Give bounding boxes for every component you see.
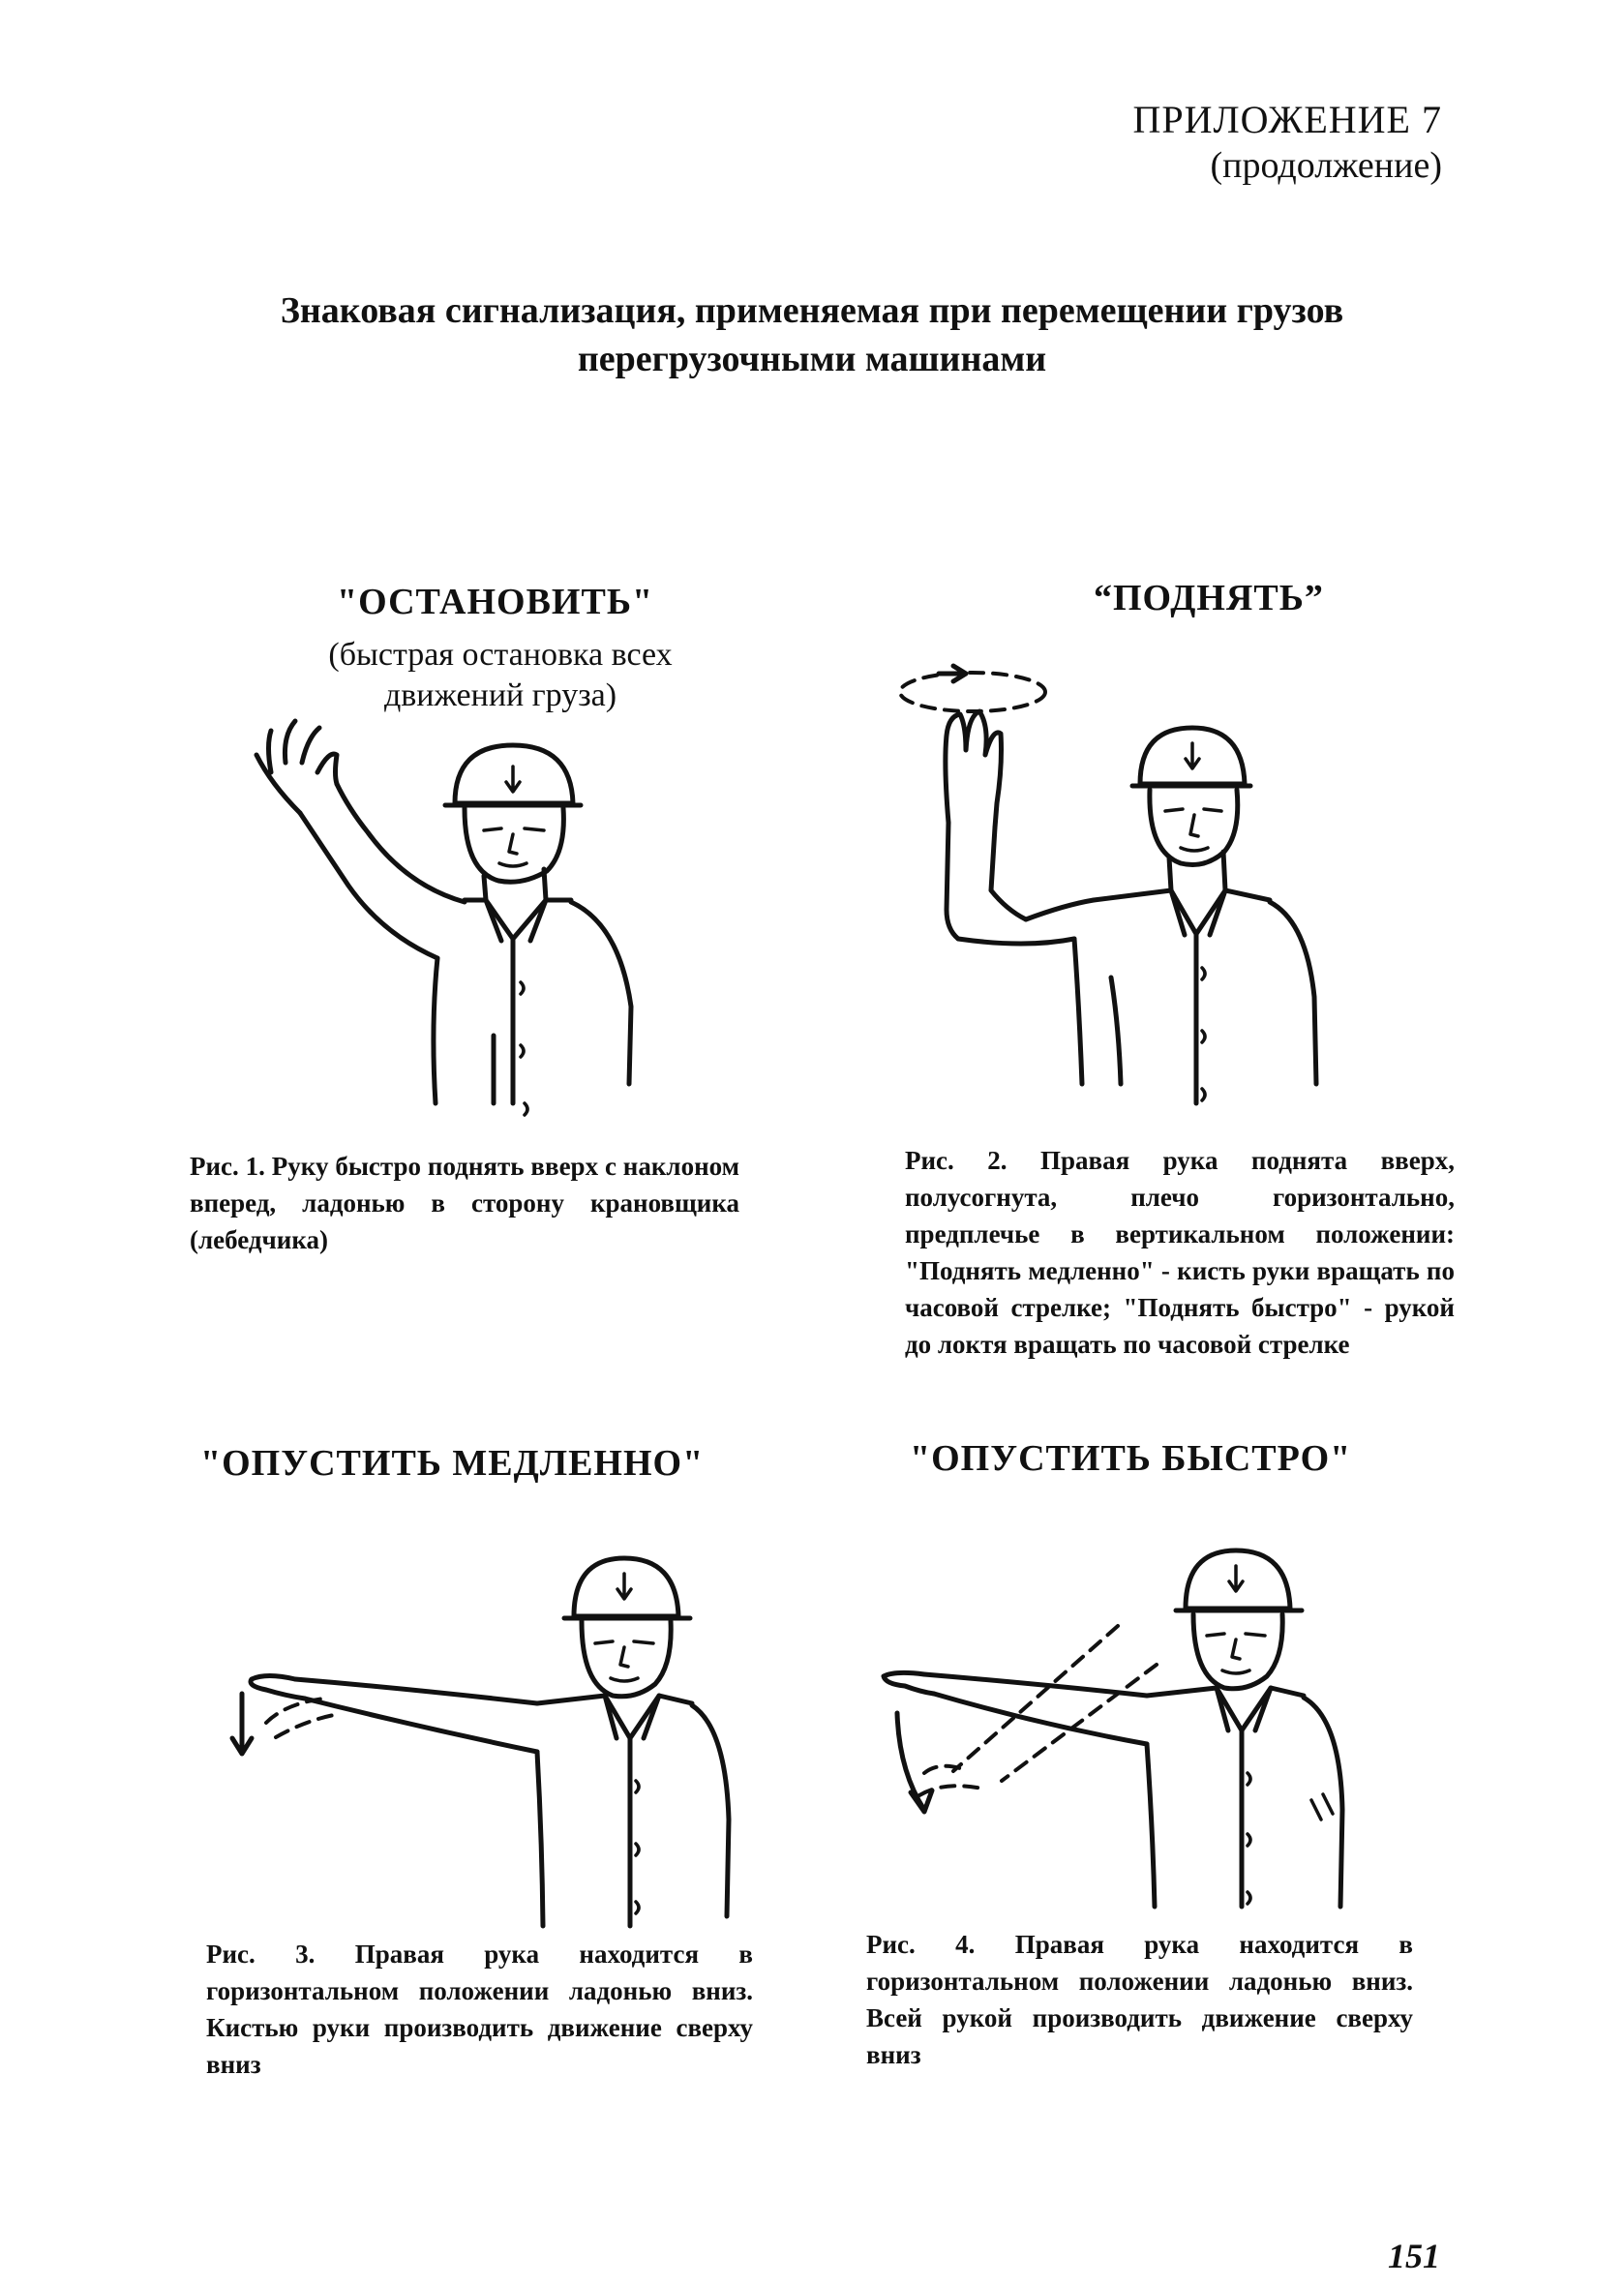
appendix-title: ПРИЛОЖЕНИЕ 7 [1132,98,1442,141]
signal-lower-fast-caption: Рис. 4. Правая рука находится в горизонтальном положении ладонью вниз. Всей рукой производить движение сверху вниз [866,1930,1413,2069]
appendix-note: (продолжение) [1210,145,1442,186]
down-arrow-icon [232,1694,252,1754]
worker-lower-slowly-figure [198,1529,740,1936]
signal-stop-subtitle [283,635,718,716]
helmet-icon [574,1558,678,1616]
signal-stop-subtitle-line-2: движений груза) [383,677,617,713]
down-arrow-icon [897,1713,932,1812]
page-number: 151 [1388,2237,1440,2275]
signal-lower-slowly-caption: Рис. 3. Правая рука находится в горизонтальном положении ладонью вниз. Кистью руки производить движение сверху вниз [206,1940,753,2079]
document-title-line-1: Знаковая сигнализация, применяемая при перемещении грузов [280,290,1344,331]
helmet-icon [1186,1550,1290,1609]
worker-raise-figure [890,658,1374,1123]
signal-lower-fast-title: "ОПУСТИТЬ БЫСТРО" [910,1438,1352,1479]
signal-raise-caption: Рис. 2. Правая рука поднята вверх, полусогнута, плечо горизонтально, предплечье в вертикальном положении: "Поднять медленно" - кисть руки вращать по часовой стрелке; "Поднять быстро" - рукой до локтя вращать по часовой стрелке [905,1146,1455,1359]
worker-lower-fast-figure [866,1519,1369,1916]
signal-stop-subtitle-line-1: (быстрая остановка всех [328,637,673,673]
worker-stop-figure [174,716,677,1123]
document-title-line-2: перегрузочными машинами [577,339,1047,379]
clockwise-rotation-icon [900,673,1045,711]
signal-stop-title: "ОСТАНОВИТЬ" [337,582,654,622]
appendix-heading [1132,97,1442,188]
signal-lower-slowly-title: "ОПУСТИТЬ МЕДЛЕННО" [200,1443,705,1484]
signal-raise-title: “ПОДНЯТЬ” [1094,578,1324,618]
document-title [145,286,1479,383]
signal-stop-caption: Рис. 1. Руку быстро поднять вверх с наклоном вперед, ладонью в сторону крановщика (лебедчика) [190,1152,739,1254]
